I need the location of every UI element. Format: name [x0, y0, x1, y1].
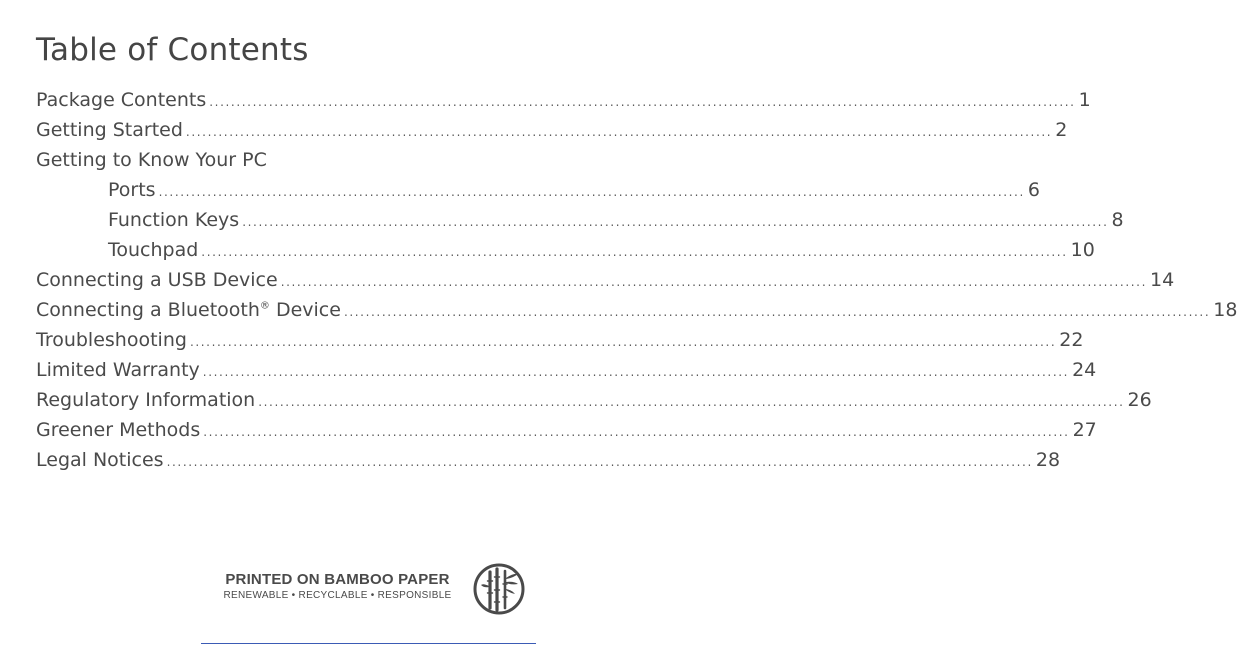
bamboo-logo-icon — [473, 563, 525, 615]
toc-entry-page: 6 — [1027, 179, 1040, 201]
toc-dot-leader: ................................................................................................................................................................ — [258, 395, 1125, 409]
toc-entry-function-keys[interactable] — [36, 205, 1124, 235]
toc-dot-leader: ................................................................................................................................................................ — [343, 305, 1211, 319]
page-title: Table of Contents — [36, 32, 309, 68]
toc-dot-leader: ................................................................................................................................................................ — [202, 365, 1070, 379]
toc-entry-label: Getting Started — [36, 119, 183, 141]
toc-entry-label: Package Contents — [36, 89, 207, 111]
toc-entry-page: 8 — [1111, 209, 1124, 231]
toc-entry-label — [36, 295, 341, 325]
toc-dot-leader: ................................................................................................................................................................ — [242, 215, 1109, 229]
toc-entry-label: Ports — [108, 179, 156, 201]
toc-entry-greener-methods[interactable] — [36, 415, 1097, 445]
stamp-text — [210, 571, 465, 603]
toc-entry-connecting-bluetooth[interactable] — [36, 295, 1237, 325]
toc-entry-page: 1 — [1078, 89, 1091, 111]
toc-list — [36, 85, 1237, 475]
toc-dot-leader: ................................................................................................................................................................ — [166, 455, 1033, 469]
toc-entry-page: 10 — [1070, 239, 1095, 261]
toc-entry-page: 24 — [1072, 359, 1097, 381]
toc-dot-leader: ................................................................................................................................................................ — [158, 185, 1025, 199]
toc-entry-connecting-usb[interactable] — [36, 265, 1175, 295]
toc-entry-limited-warranty[interactable] — [36, 355, 1097, 385]
toc-entry-label: Function Keys — [108, 209, 240, 231]
toc-entry-label: Legal Notices — [36, 449, 164, 471]
toc-entry-getting-to-know-your-pc[interactable] — [36, 145, 664, 175]
stamp-main-text: PRINTED ON BAMBOO PAPER — [225, 571, 450, 588]
toc-entry-label: Getting to Know Your PC — [36, 149, 267, 171]
toc-entry-getting-started[interactable] — [36, 115, 1068, 145]
toc-entry-legal-notices[interactable] — [36, 445, 1061, 475]
toc-entry-package-contents[interactable] — [36, 85, 1091, 115]
toc-entry-label: Limited Warranty — [36, 359, 200, 381]
toc-entry-touchpad[interactable] — [36, 235, 1095, 265]
toc-dot-leader: ................................................................................................................................................................ — [203, 425, 1070, 439]
toc-dot-leader: ................................................................................................................................................................ — [185, 125, 1053, 139]
toc-entry-label: Regulatory Information — [36, 389, 256, 411]
toc-entry-page: 26 — [1127, 389, 1152, 411]
toc-entry-label-main: Connecting a Bluetooth — [36, 299, 260, 321]
toc-entry-troubleshooting[interactable] — [36, 325, 1084, 355]
toc-dot-leader: ................................................................................................................................................................ — [201, 245, 1068, 259]
registered-mark: ® — [259, 300, 270, 312]
toc-dot-leader: ................................................................................................................................................................ — [189, 335, 1057, 349]
toc-entry-page: 14 — [1150, 269, 1175, 291]
toc-entry-label: Connecting a USB Device — [36, 269, 278, 291]
toc-entry-regulatory-information[interactable] — [36, 385, 1152, 415]
bamboo-paper-stamp — [210, 565, 530, 615]
toc-entry-page: 18 — [1213, 299, 1237, 321]
toc-entry-page: 28 — [1035, 449, 1061, 471]
bottom-divider — [201, 643, 536, 644]
toc-entry-label: Greener Methods — [36, 419, 201, 441]
toc-dot-leader: ................................................................................................................................................................ — [280, 275, 1147, 289]
toc-entry-label: Touchpad — [108, 239, 199, 261]
toc-entry-page: 22 — [1059, 329, 1084, 351]
toc-dot-leader: ................................................................................................................................................................ — [209, 95, 1076, 109]
toc-entry-ports[interactable] — [36, 175, 1040, 205]
stamp-sub-text: RENEWABLE • RECYCLABLE • RESPONSIBLE — [223, 590, 452, 601]
toc-entry-label-suffix: Device — [269, 299, 341, 321]
toc-entry-page: 2 — [1055, 119, 1068, 141]
toc-entry-label: Troubleshooting — [36, 329, 187, 351]
toc-entry-page: 27 — [1072, 419, 1097, 441]
